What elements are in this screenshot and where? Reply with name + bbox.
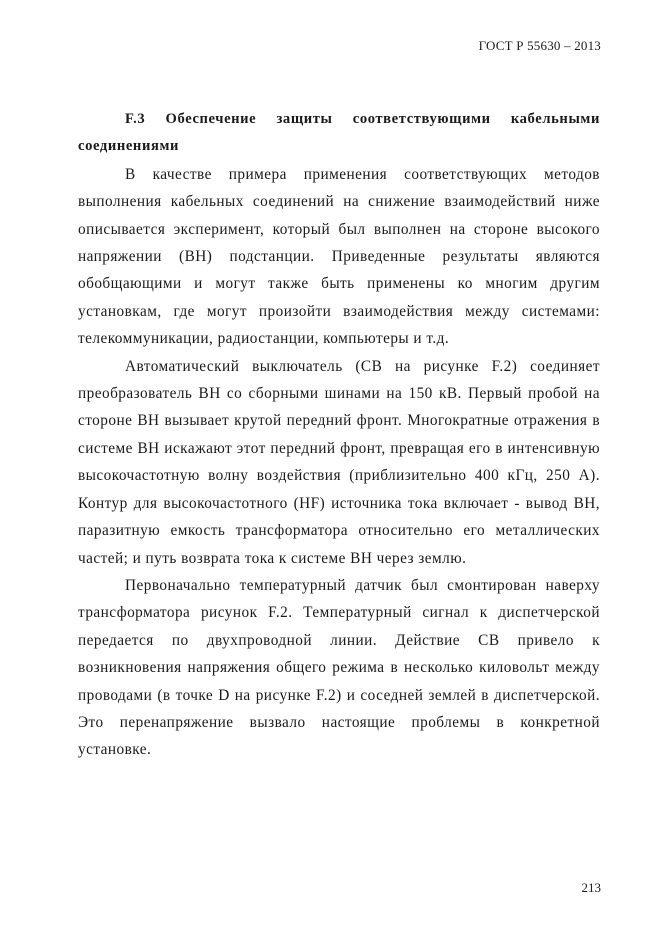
- page-number: 213: [581, 880, 601, 895]
- standard-header: ГОСТ Р 55630 – 2013: [478, 38, 601, 53]
- section-title: F.3 Обеспечение защиты соответствующими кабельными соединениями: [78, 111, 600, 155]
- paragraph-1: В качестве примера применения соответствующих методов выполнения кабельных соединений на снижение взаимодействий ниже описывается эксперимент, который был выполнен на стороне высокого напряжении (ВН) подстанции. Приведенные результаты являются обобщающими и могут также быть применены ко многим другим установкам, где могут произойти взаимодействия между системами: телекоммуникации, радиостанции, компьютеры и т.д.: [78, 165, 600, 348]
- paragraph-2: Автоматический выключатель (СВ на рисунке F.2) соединяет преобразователь ВН со сборными шинами на 150 кВ. Первый пробой на стороне ВН вызывает крутой передний фронт. Многократные отражения в системе ВН искажают этот передний фронт, превращая его в интенсивную высокочастотную волну воздействия (приблизительно 400 кГц, 250 А). Контур для высокочастотного (HF) источника тока включает - вывод ВН, паразитную емкость трансформатора относительно его металлических частей; и путь возврата тока к системе ВН через землю.: [78, 357, 600, 567]
- page-content: [78, 106, 600, 764]
- paragraph-3: Первоначально температурный датчик был смонтирован наверху трансформатора рисунок F.2. Температурный сигнал к диспетчерской передается по двухпроводной линии. Действие СВ привело к возникновения напряжения общего режима в несколько киловольт между проводами (в точке D на рисунке F.2) и соседней землей в диспетчерской. Это перенапряжение вызвало настоящие проблемы в конкретной установке.: [78, 576, 600, 759]
